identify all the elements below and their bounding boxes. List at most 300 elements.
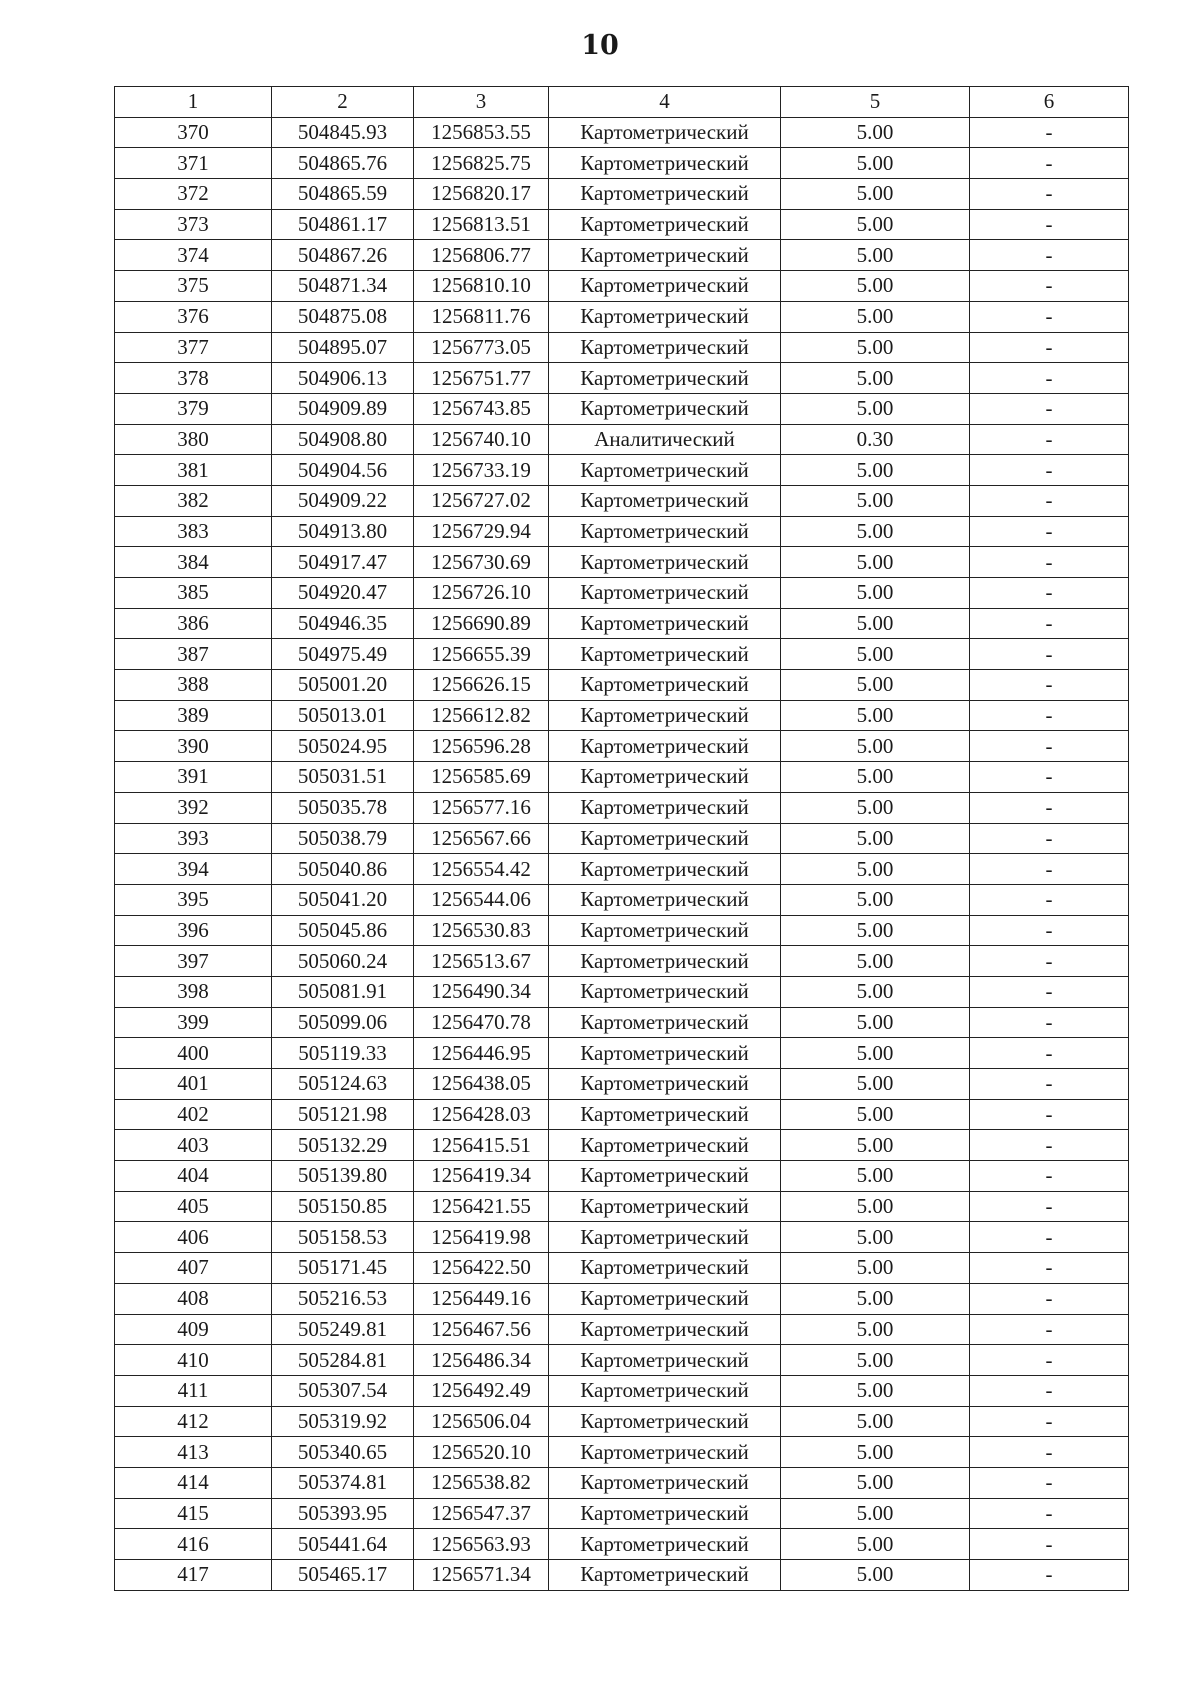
x-coordinate-cell: 504909.89 bbox=[272, 393, 414, 424]
x-coordinate-cell: 504917.47 bbox=[272, 547, 414, 578]
description-cell: - bbox=[970, 1314, 1129, 1345]
x-coordinate-cell: 504975.49 bbox=[272, 639, 414, 670]
y-coordinate-cell: 1256626.15 bbox=[414, 670, 549, 701]
point-number-cell: 385 bbox=[115, 578, 272, 609]
accuracy-cell: 5.00 bbox=[781, 393, 970, 424]
y-coordinate-cell: 1256655.39 bbox=[414, 639, 549, 670]
x-coordinate-cell: 505060.24 bbox=[272, 946, 414, 977]
method-cell: Картометрический bbox=[549, 1345, 781, 1376]
description-cell: - bbox=[970, 1161, 1129, 1192]
accuracy-cell: 0.30 bbox=[781, 424, 970, 455]
accuracy-cell: 5.00 bbox=[781, 915, 970, 946]
point-number-cell: 408 bbox=[115, 1283, 272, 1314]
accuracy-cell: 5.00 bbox=[781, 209, 970, 240]
y-coordinate-cell: 1256730.69 bbox=[414, 547, 549, 578]
header-cell-6: 6 bbox=[970, 87, 1129, 118]
page-number: 10 bbox=[581, 30, 619, 61]
description-cell: - bbox=[970, 854, 1129, 885]
x-coordinate-cell: 505099.06 bbox=[272, 1007, 414, 1038]
x-coordinate-cell: 505045.86 bbox=[272, 915, 414, 946]
header-cell-1: 1 bbox=[115, 87, 272, 118]
accuracy-cell: 5.00 bbox=[781, 976, 970, 1007]
point-number-cell: 390 bbox=[115, 731, 272, 762]
description-cell: - bbox=[970, 209, 1129, 240]
description-cell: - bbox=[970, 1007, 1129, 1038]
y-coordinate-cell: 1256773.05 bbox=[414, 332, 549, 363]
x-coordinate-cell: 505121.98 bbox=[272, 1099, 414, 1130]
y-coordinate-cell: 1256733.19 bbox=[414, 455, 549, 486]
point-number-cell: 399 bbox=[115, 1007, 272, 1038]
accuracy-cell: 5.00 bbox=[781, 608, 970, 639]
description-cell: - bbox=[970, 117, 1129, 148]
description-cell: - bbox=[970, 1375, 1129, 1406]
description-cell: - bbox=[970, 1529, 1129, 1560]
table-row bbox=[115, 547, 1129, 578]
y-coordinate-cell: 1256428.03 bbox=[414, 1099, 549, 1130]
description-cell: - bbox=[970, 884, 1129, 915]
method-cell: Картометрический bbox=[549, 1406, 781, 1437]
method-cell: Картометрический bbox=[549, 731, 781, 762]
x-coordinate-cell: 504871.34 bbox=[272, 271, 414, 302]
method-cell: Картометрический bbox=[549, 1498, 781, 1529]
table-row bbox=[115, 363, 1129, 394]
point-number-cell: 396 bbox=[115, 915, 272, 946]
y-coordinate-cell: 1256810.10 bbox=[414, 271, 549, 302]
accuracy-cell: 5.00 bbox=[781, 1161, 970, 1192]
x-coordinate-cell: 505374.81 bbox=[272, 1467, 414, 1498]
description-cell: - bbox=[970, 915, 1129, 946]
description-cell: - bbox=[970, 1099, 1129, 1130]
method-cell: Картометрический bbox=[549, 1253, 781, 1284]
method-cell: Картометрический bbox=[549, 1375, 781, 1406]
description-cell: - bbox=[970, 700, 1129, 731]
table-row bbox=[115, 1406, 1129, 1437]
y-coordinate-cell: 1256513.67 bbox=[414, 946, 549, 977]
table-row bbox=[115, 1467, 1129, 1498]
description-cell: - bbox=[970, 608, 1129, 639]
accuracy-cell: 5.00 bbox=[781, 179, 970, 210]
method-cell: Картометрический bbox=[549, 670, 781, 701]
table-row bbox=[115, 301, 1129, 332]
method-cell: Картометрический bbox=[549, 854, 781, 885]
table-row bbox=[115, 1069, 1129, 1100]
method-cell: Картометрический bbox=[549, 700, 781, 731]
y-coordinate-cell: 1256806.77 bbox=[414, 240, 549, 271]
y-coordinate-cell: 1256577.16 bbox=[414, 792, 549, 823]
y-coordinate-cell: 1256421.55 bbox=[414, 1191, 549, 1222]
y-coordinate-cell: 1256751.77 bbox=[414, 363, 549, 394]
table-row bbox=[115, 731, 1129, 762]
accuracy-cell: 5.00 bbox=[781, 332, 970, 363]
header-cell-3: 3 bbox=[414, 87, 549, 118]
y-coordinate-cell: 1256729.94 bbox=[414, 516, 549, 547]
x-coordinate-cell: 505041.20 bbox=[272, 884, 414, 915]
method-cell: Картометрический bbox=[549, 1099, 781, 1130]
accuracy-cell: 5.00 bbox=[781, 1038, 970, 1069]
accuracy-cell: 5.00 bbox=[781, 1007, 970, 1038]
y-coordinate-cell: 1256492.49 bbox=[414, 1375, 549, 1406]
accuracy-cell: 5.00 bbox=[781, 240, 970, 271]
y-coordinate-cell: 1256567.66 bbox=[414, 823, 549, 854]
description-cell: - bbox=[970, 792, 1129, 823]
y-coordinate-cell: 1256727.02 bbox=[414, 485, 549, 516]
method-cell: Картометрический bbox=[549, 547, 781, 578]
accuracy-cell: 5.00 bbox=[781, 1498, 970, 1529]
header-row bbox=[115, 87, 1129, 118]
description-cell: - bbox=[970, 148, 1129, 179]
x-coordinate-cell: 505119.33 bbox=[272, 1038, 414, 1069]
method-cell: Картометрический bbox=[549, 792, 781, 823]
y-coordinate-cell: 1256538.82 bbox=[414, 1467, 549, 1498]
method-cell: Картометрический bbox=[549, 1007, 781, 1038]
point-number-cell: 379 bbox=[115, 393, 272, 424]
accuracy-cell: 5.00 bbox=[781, 854, 970, 885]
method-cell: Картометрический bbox=[549, 363, 781, 394]
point-number-cell: 376 bbox=[115, 301, 272, 332]
method-cell: Картометрический bbox=[549, 1467, 781, 1498]
point-number-cell: 391 bbox=[115, 762, 272, 793]
method-cell: Картометрический bbox=[549, 179, 781, 210]
method-cell: Аналитический bbox=[549, 424, 781, 455]
y-coordinate-cell: 1256563.93 bbox=[414, 1529, 549, 1560]
table-row bbox=[115, 823, 1129, 854]
method-cell: Картометрический bbox=[549, 1437, 781, 1468]
point-number-cell: 374 bbox=[115, 240, 272, 271]
y-coordinate-cell: 1256820.17 bbox=[414, 179, 549, 210]
table-row bbox=[115, 1283, 1129, 1314]
accuracy-cell: 5.00 bbox=[781, 1406, 970, 1437]
table-row bbox=[115, 578, 1129, 609]
accuracy-cell: 5.00 bbox=[781, 148, 970, 179]
method-cell: Картометрический bbox=[549, 393, 781, 424]
description-cell: - bbox=[970, 1191, 1129, 1222]
description-cell: - bbox=[970, 363, 1129, 394]
point-number-cell: 417 bbox=[115, 1560, 272, 1591]
y-coordinate-cell: 1256486.34 bbox=[414, 1345, 549, 1376]
point-number-cell: 409 bbox=[115, 1314, 272, 1345]
point-number-cell: 370 bbox=[115, 117, 272, 148]
point-number-cell: 403 bbox=[115, 1130, 272, 1161]
y-coordinate-cell: 1256813.51 bbox=[414, 209, 549, 240]
x-coordinate-cell: 505393.95 bbox=[272, 1498, 414, 1529]
table-row bbox=[115, 117, 1129, 148]
accuracy-cell: 5.00 bbox=[781, 117, 970, 148]
description-cell: - bbox=[970, 762, 1129, 793]
x-coordinate-cell: 505081.91 bbox=[272, 976, 414, 1007]
x-coordinate-cell: 505216.53 bbox=[272, 1283, 414, 1314]
point-number-cell: 387 bbox=[115, 639, 272, 670]
description-cell: - bbox=[970, 516, 1129, 547]
accuracy-cell: 5.00 bbox=[781, 1560, 970, 1591]
y-coordinate-cell: 1256506.04 bbox=[414, 1406, 549, 1437]
table-row bbox=[115, 915, 1129, 946]
table-row bbox=[115, 485, 1129, 516]
point-number-cell: 384 bbox=[115, 547, 272, 578]
table-row bbox=[115, 455, 1129, 486]
description-cell: - bbox=[970, 1283, 1129, 1314]
x-coordinate-cell: 505319.92 bbox=[272, 1406, 414, 1437]
x-coordinate-cell: 505038.79 bbox=[272, 823, 414, 854]
method-cell: Картометрический bbox=[549, 884, 781, 915]
description-cell: - bbox=[970, 1345, 1129, 1376]
y-coordinate-cell: 1256419.34 bbox=[414, 1161, 549, 1192]
x-coordinate-cell: 505307.54 bbox=[272, 1375, 414, 1406]
point-number-cell: 395 bbox=[115, 884, 272, 915]
accuracy-cell: 5.00 bbox=[781, 1191, 970, 1222]
table-row bbox=[115, 179, 1129, 210]
point-number-cell: 407 bbox=[115, 1253, 272, 1284]
table-row bbox=[115, 1375, 1129, 1406]
y-coordinate-cell: 1256449.16 bbox=[414, 1283, 549, 1314]
method-cell: Картометрический bbox=[549, 762, 781, 793]
x-coordinate-cell: 505001.20 bbox=[272, 670, 414, 701]
accuracy-cell: 5.00 bbox=[781, 884, 970, 915]
accuracy-cell: 5.00 bbox=[781, 670, 970, 701]
x-coordinate-cell: 504865.59 bbox=[272, 179, 414, 210]
description-cell: - bbox=[970, 393, 1129, 424]
table-row bbox=[115, 1498, 1129, 1529]
accuracy-cell: 5.00 bbox=[781, 792, 970, 823]
accuracy-cell: 5.00 bbox=[781, 1467, 970, 1498]
table-row bbox=[115, 148, 1129, 179]
x-coordinate-cell: 504845.93 bbox=[272, 117, 414, 148]
y-coordinate-cell: 1256446.95 bbox=[414, 1038, 549, 1069]
point-number-cell: 397 bbox=[115, 946, 272, 977]
table-row bbox=[115, 1130, 1129, 1161]
method-cell: Картометрический bbox=[549, 946, 781, 977]
x-coordinate-cell: 504875.08 bbox=[272, 301, 414, 332]
point-number-cell: 372 bbox=[115, 179, 272, 210]
description-cell: - bbox=[970, 332, 1129, 363]
y-coordinate-cell: 1256825.75 bbox=[414, 148, 549, 179]
point-number-cell: 412 bbox=[115, 1406, 272, 1437]
method-cell: Картометрический bbox=[549, 639, 781, 670]
table-row bbox=[115, 700, 1129, 731]
table-row bbox=[115, 854, 1129, 885]
y-coordinate-cell: 1256596.28 bbox=[414, 731, 549, 762]
x-coordinate-cell: 504867.26 bbox=[272, 240, 414, 271]
table-row bbox=[115, 670, 1129, 701]
method-cell: Картометрический bbox=[549, 1191, 781, 1222]
table-row bbox=[115, 946, 1129, 977]
accuracy-cell: 5.00 bbox=[781, 762, 970, 793]
method-cell: Картометрический bbox=[549, 301, 781, 332]
description-cell: - bbox=[970, 179, 1129, 210]
method-cell: Картометрический bbox=[549, 148, 781, 179]
description-cell: - bbox=[970, 240, 1129, 271]
y-coordinate-cell: 1256530.83 bbox=[414, 915, 549, 946]
table-body bbox=[115, 117, 1129, 1590]
accuracy-cell: 5.00 bbox=[781, 639, 970, 670]
y-coordinate-cell: 1256743.85 bbox=[414, 393, 549, 424]
description-cell: - bbox=[970, 639, 1129, 670]
y-coordinate-cell: 1256467.56 bbox=[414, 1314, 549, 1345]
point-number-cell: 375 bbox=[115, 271, 272, 302]
y-coordinate-cell: 1256422.50 bbox=[414, 1253, 549, 1284]
description-cell: - bbox=[970, 1069, 1129, 1100]
accuracy-cell: 5.00 bbox=[781, 700, 970, 731]
x-coordinate-cell: 504909.22 bbox=[272, 485, 414, 516]
point-number-cell: 371 bbox=[115, 148, 272, 179]
x-coordinate-cell: 505035.78 bbox=[272, 792, 414, 823]
description-cell: - bbox=[970, 424, 1129, 455]
description-cell: - bbox=[970, 731, 1129, 762]
x-coordinate-cell: 505124.63 bbox=[272, 1069, 414, 1100]
point-number-cell: 383 bbox=[115, 516, 272, 547]
table-row bbox=[115, 1191, 1129, 1222]
method-cell: Картометрический bbox=[549, 1560, 781, 1591]
description-cell: - bbox=[970, 670, 1129, 701]
x-coordinate-cell: 505158.53 bbox=[272, 1222, 414, 1253]
x-coordinate-cell: 505031.51 bbox=[272, 762, 414, 793]
x-coordinate-cell: 505171.45 bbox=[272, 1253, 414, 1284]
accuracy-cell: 5.00 bbox=[781, 547, 970, 578]
method-cell: Картометрический bbox=[549, 1222, 781, 1253]
method-cell: Картометрический bbox=[549, 516, 781, 547]
table-row bbox=[115, 240, 1129, 271]
table-row bbox=[115, 1253, 1129, 1284]
table-row bbox=[115, 1529, 1129, 1560]
y-coordinate-cell: 1256740.10 bbox=[414, 424, 549, 455]
header-cell-2: 2 bbox=[272, 87, 414, 118]
table-header bbox=[115, 87, 1129, 118]
coordinates-table bbox=[114, 86, 1129, 1591]
method-cell: Картометрический bbox=[549, 1529, 781, 1560]
table-row bbox=[115, 1314, 1129, 1345]
x-coordinate-cell: 505013.01 bbox=[272, 700, 414, 731]
method-cell: Картометрический bbox=[549, 1161, 781, 1192]
description-cell: - bbox=[970, 1467, 1129, 1498]
description-cell: - bbox=[970, 1130, 1129, 1161]
description-cell: - bbox=[970, 1222, 1129, 1253]
method-cell: Картометрический bbox=[549, 271, 781, 302]
point-number-cell: 377 bbox=[115, 332, 272, 363]
table-row bbox=[115, 762, 1129, 793]
table-row bbox=[115, 608, 1129, 639]
x-coordinate-cell: 505441.64 bbox=[272, 1529, 414, 1560]
y-coordinate-cell: 1256438.05 bbox=[414, 1069, 549, 1100]
table-row bbox=[115, 1560, 1129, 1591]
header-cell-4: 4 bbox=[549, 87, 781, 118]
y-coordinate-cell: 1256547.37 bbox=[414, 1498, 549, 1529]
y-coordinate-cell: 1256690.89 bbox=[414, 608, 549, 639]
method-cell: Картометрический bbox=[549, 332, 781, 363]
x-coordinate-cell: 504908.80 bbox=[272, 424, 414, 455]
table-row bbox=[115, 1099, 1129, 1130]
accuracy-cell: 5.00 bbox=[781, 485, 970, 516]
table-row bbox=[115, 1161, 1129, 1192]
method-cell: Картометрический bbox=[549, 976, 781, 1007]
x-coordinate-cell: 505024.95 bbox=[272, 731, 414, 762]
table-row bbox=[115, 639, 1129, 670]
point-number-cell: 393 bbox=[115, 823, 272, 854]
method-cell: Картометрический bbox=[549, 117, 781, 148]
method-cell: Картометрический bbox=[549, 823, 781, 854]
point-number-cell: 415 bbox=[115, 1498, 272, 1529]
method-cell: Картометрический bbox=[549, 485, 781, 516]
x-coordinate-cell: 505249.81 bbox=[272, 1314, 414, 1345]
x-coordinate-cell: 505340.65 bbox=[272, 1437, 414, 1468]
description-cell: - bbox=[970, 823, 1129, 854]
accuracy-cell: 5.00 bbox=[781, 1345, 970, 1376]
accuracy-cell: 5.00 bbox=[781, 946, 970, 977]
accuracy-cell: 5.00 bbox=[781, 1130, 970, 1161]
point-number-cell: 388 bbox=[115, 670, 272, 701]
point-number-cell: 389 bbox=[115, 700, 272, 731]
description-cell: - bbox=[970, 578, 1129, 609]
description-cell: - bbox=[970, 1406, 1129, 1437]
point-number-cell: 404 bbox=[115, 1161, 272, 1192]
y-coordinate-cell: 1256490.34 bbox=[414, 976, 549, 1007]
y-coordinate-cell: 1256520.10 bbox=[414, 1437, 549, 1468]
y-coordinate-cell: 1256470.78 bbox=[414, 1007, 549, 1038]
table-row bbox=[115, 1437, 1129, 1468]
accuracy-cell: 5.00 bbox=[781, 1437, 970, 1468]
point-number-cell: 411 bbox=[115, 1375, 272, 1406]
x-coordinate-cell: 504913.80 bbox=[272, 516, 414, 547]
y-coordinate-cell: 1256726.10 bbox=[414, 578, 549, 609]
x-coordinate-cell: 504906.13 bbox=[272, 363, 414, 394]
point-number-cell: 413 bbox=[115, 1437, 272, 1468]
accuracy-cell: 5.00 bbox=[781, 363, 970, 394]
table-row bbox=[115, 332, 1129, 363]
table-row bbox=[115, 1007, 1129, 1038]
x-coordinate-cell: 504895.07 bbox=[272, 332, 414, 363]
accuracy-cell: 5.00 bbox=[781, 516, 970, 547]
y-coordinate-cell: 1256571.34 bbox=[414, 1560, 549, 1591]
point-number-cell: 378 bbox=[115, 363, 272, 394]
accuracy-cell: 5.00 bbox=[781, 301, 970, 332]
method-cell: Картометрический bbox=[549, 1069, 781, 1100]
method-cell: Картометрический bbox=[549, 578, 781, 609]
description-cell: - bbox=[970, 1437, 1129, 1468]
description-cell: - bbox=[970, 271, 1129, 302]
accuracy-cell: 5.00 bbox=[781, 1069, 970, 1100]
x-coordinate-cell: 505284.81 bbox=[272, 1345, 414, 1376]
point-number-cell: 380 bbox=[115, 424, 272, 455]
accuracy-cell: 5.00 bbox=[781, 271, 970, 302]
table-row bbox=[115, 424, 1129, 455]
y-coordinate-cell: 1256419.98 bbox=[414, 1222, 549, 1253]
method-cell: Картометрический bbox=[549, 1283, 781, 1314]
point-number-cell: 401 bbox=[115, 1069, 272, 1100]
point-number-cell: 381 bbox=[115, 455, 272, 486]
table-row bbox=[115, 884, 1129, 915]
table-row bbox=[115, 1345, 1129, 1376]
accuracy-cell: 5.00 bbox=[781, 1314, 970, 1345]
table-row bbox=[115, 1038, 1129, 1069]
accuracy-cell: 5.00 bbox=[781, 1222, 970, 1253]
description-cell: - bbox=[970, 1498, 1129, 1529]
table-row bbox=[115, 1222, 1129, 1253]
x-coordinate-cell: 504865.76 bbox=[272, 148, 414, 179]
method-cell: Картометрический bbox=[549, 1130, 781, 1161]
y-coordinate-cell: 1256415.51 bbox=[414, 1130, 549, 1161]
table-row bbox=[115, 271, 1129, 302]
point-number-cell: 400 bbox=[115, 1038, 272, 1069]
x-coordinate-cell: 504904.56 bbox=[272, 455, 414, 486]
method-cell: Картометрический bbox=[549, 455, 781, 486]
method-cell: Картометрический bbox=[549, 915, 781, 946]
point-number-cell: 386 bbox=[115, 608, 272, 639]
accuracy-cell: 5.00 bbox=[781, 823, 970, 854]
table-row bbox=[115, 792, 1129, 823]
table-row bbox=[115, 976, 1129, 1007]
accuracy-cell: 5.00 bbox=[781, 455, 970, 486]
description-cell: - bbox=[970, 485, 1129, 516]
accuracy-cell: 5.00 bbox=[781, 731, 970, 762]
header-cell-5: 5 bbox=[781, 87, 970, 118]
